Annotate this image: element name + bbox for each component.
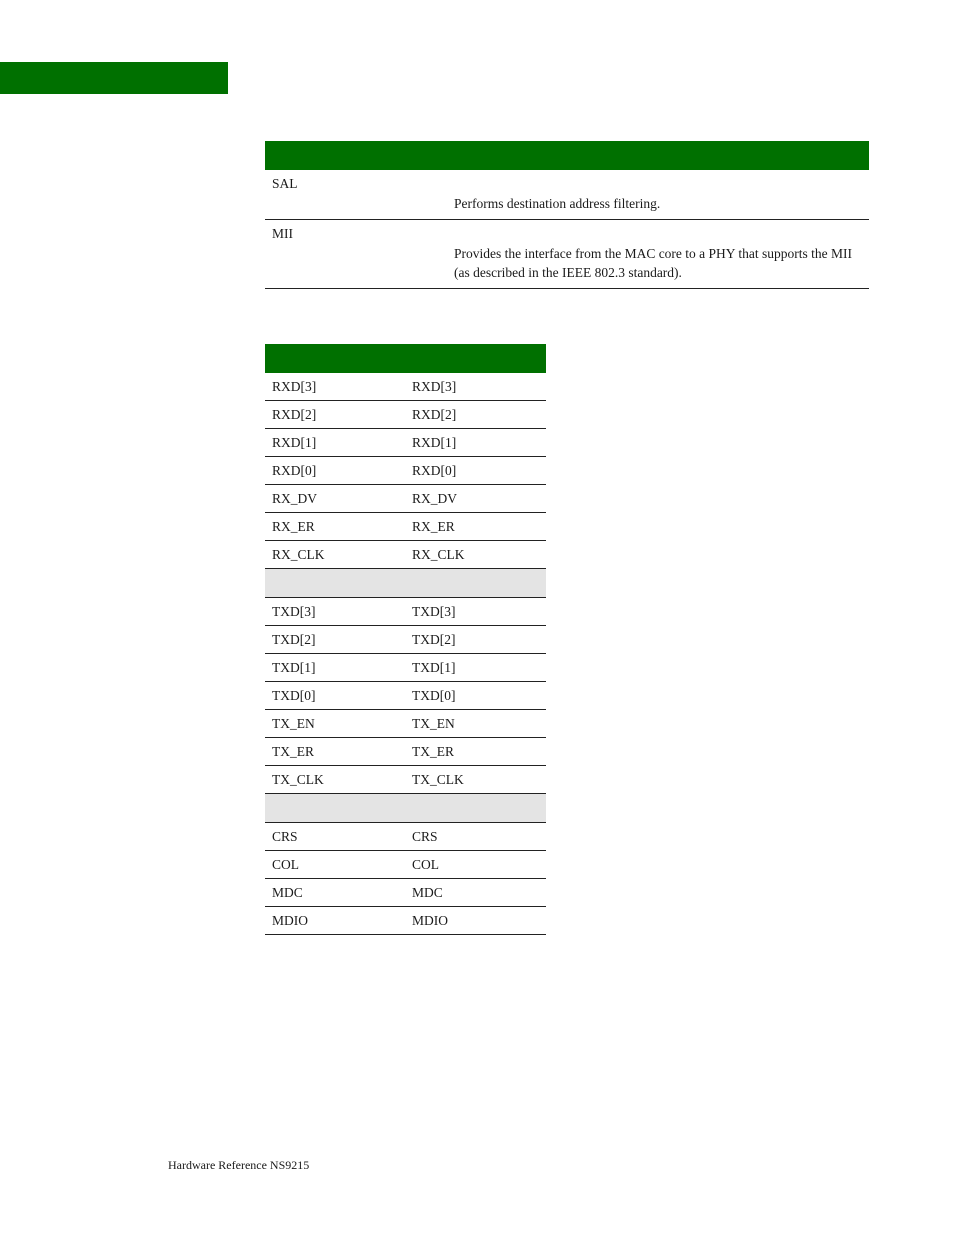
module-name: SAL	[272, 176, 298, 191]
mii-signal-table	[265, 344, 546, 935]
page-footer: Hardware Reference NS9215	[168, 1158, 310, 1172]
signal-name: TX_CLK	[272, 772, 324, 787]
signal-name: RXD[3]	[272, 379, 317, 394]
table-header	[265, 344, 546, 373]
table-row	[265, 429, 546, 457]
table-row	[265, 401, 546, 429]
table-row	[265, 879, 546, 907]
phy-signal-name: RX_ER	[412, 519, 455, 534]
table-row	[265, 485, 546, 513]
signal-name: RXD[2]	[272, 407, 317, 422]
signal-name: RXD[1]	[272, 435, 317, 450]
table-row	[265, 541, 546, 569]
phy-signal-name: RXD[1]	[412, 435, 457, 450]
table-row	[265, 710, 546, 738]
signal-name: TXD[3]	[272, 604, 316, 619]
phy-signal-name: TX_ER	[412, 744, 454, 759]
phy-signal-name: RXD[0]	[412, 463, 457, 478]
phy-signal-name: RXD[2]	[412, 407, 457, 422]
chapter-header-bar	[0, 62, 228, 94]
table-row	[265, 170, 869, 220]
phy-signal-name: TX_EN	[412, 716, 455, 731]
signal-name: RXD[0]	[272, 463, 317, 478]
table-row	[265, 823, 546, 851]
group-separator-row	[265, 569, 546, 598]
table-header	[265, 141, 869, 170]
phy-signal-name: TXD[3]	[412, 604, 456, 619]
table-row	[265, 220, 869, 289]
signal-name: RX_ER	[272, 519, 315, 534]
table-row	[265, 598, 546, 626]
signal-name: TXD[0]	[272, 688, 316, 703]
signal-name: TXD[1]	[272, 660, 316, 675]
phy-signal-name: RX_DV	[412, 491, 458, 506]
signal-name: COL	[272, 857, 299, 872]
table-row	[265, 738, 546, 766]
module-description: Provides the interface from the MAC core to a PHY that supports the MII (as described in the IEEE 802.3 standard).	[454, 246, 853, 280]
signal-name: RX_DV	[272, 491, 318, 506]
phy-signal-name: TX_CLK	[412, 772, 464, 787]
signal-name: MDIO	[272, 913, 308, 928]
module-description-table	[265, 141, 869, 289]
signal-name: RX_CLK	[272, 547, 325, 562]
module-description: Performs destination address filtering.	[454, 196, 661, 211]
phy-signal-name: COL	[412, 857, 439, 872]
signal-name: TX_ER	[272, 744, 314, 759]
signal-name: MDC	[272, 885, 303, 900]
phy-signal-name: TXD[1]	[412, 660, 456, 675]
table-row	[265, 682, 546, 710]
signal-name: TXD[2]	[272, 632, 316, 647]
table-row	[265, 457, 546, 485]
phy-signal-name: MDIO	[412, 913, 448, 928]
phy-signal-name: CRS	[412, 829, 438, 844]
table-row	[265, 907, 546, 935]
phy-signal-name: TXD[0]	[412, 688, 456, 703]
signal-name: TX_EN	[272, 716, 315, 731]
module-name: MII	[272, 226, 293, 241]
group-separator-row	[265, 794, 546, 823]
phy-signal-name: TXD[2]	[412, 632, 456, 647]
table-row	[265, 373, 546, 401]
phy-signal-name: RX_CLK	[412, 547, 465, 562]
phy-signal-name: MDC	[412, 885, 443, 900]
signal-name: CRS	[272, 829, 298, 844]
table-row	[265, 513, 546, 541]
table-row	[265, 654, 546, 682]
phy-signal-name: RXD[3]	[412, 379, 457, 394]
table-row	[265, 626, 546, 654]
table-row	[265, 851, 546, 879]
table-row	[265, 766, 546, 794]
